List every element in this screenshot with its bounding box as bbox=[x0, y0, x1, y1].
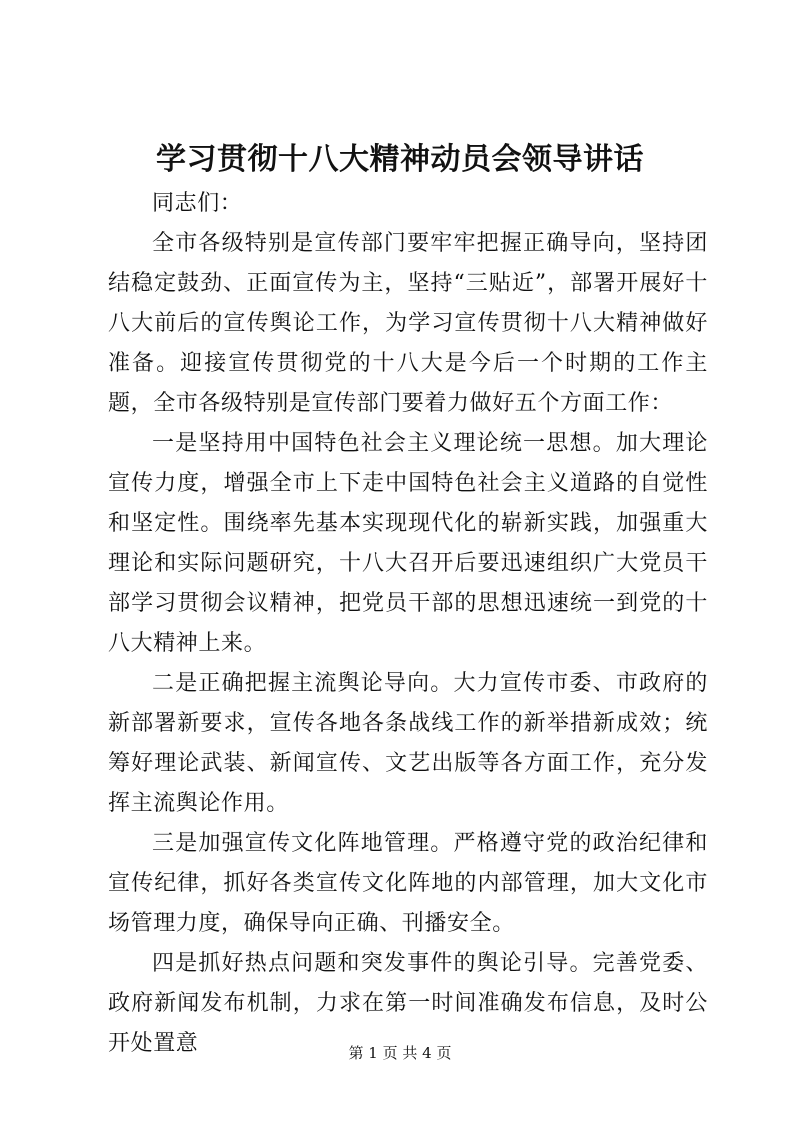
paragraph-point-four: 四是抓好热点问题和突发事件的舆论引导。完善党委、政府新闻发布机制，力求在第一时间准确发布信息，及时公开处置意 bbox=[108, 951, 708, 1056]
paragraph-greeting: 同志们： bbox=[152, 191, 243, 216]
document-title: 学习贯彻十八大精神动员会领导讲话 bbox=[156, 142, 644, 177]
page-number-footer: 第 1 页 共 4 页 bbox=[348, 1044, 452, 1062]
document-body bbox=[108, 184, 708, 1064]
paragraph-intro: 全市各级特别是宣传部门要牢牢把握正确导向，坚持团结稳定鼓劲、正面宣传为主，坚持“三贴近”，部署开展好十八大前后的宣传舆论工作，为学习宣传贯彻十八大精神做好准备。迎接宣传贯彻党的十八大是今后一个时期的工作主题，全市各级特别是宣传部门要着力做好五个方面工作： bbox=[108, 231, 708, 416]
paragraph-point-two: 二是正确把握主流舆论导向。大力宣传市委、市政府的新部署新要求，宣传各地各条战线工作的新举措新成效；统筹好理论武装、新闻宣传、文艺出版等各方面工作，充分发挥主流舆论作用。 bbox=[108, 671, 708, 816]
paragraph-point-one: 一是坚持用中国特色社会主义理论统一思想。加大理论宣传力度，增强全市上下走中国特色社会主义道路的自觉性和坚定性。围绕率先基本实现现代化的崭新实践，加强重大理论和实际问题研究，十八大召开后要迅速组织广大党员干部学习贯彻会议精神，把党员干部的思想迅速统一到党的十八大精神上来。 bbox=[108, 431, 708, 656]
paragraph-point-three: 三是加强宣传文化阵地管理。严格遵守党的政治纪律和宣传纪律，抓好各类宣传文化阵地的内部管理，加大文化市场管理力度，确保导向正确、刊播安全。 bbox=[108, 831, 708, 936]
